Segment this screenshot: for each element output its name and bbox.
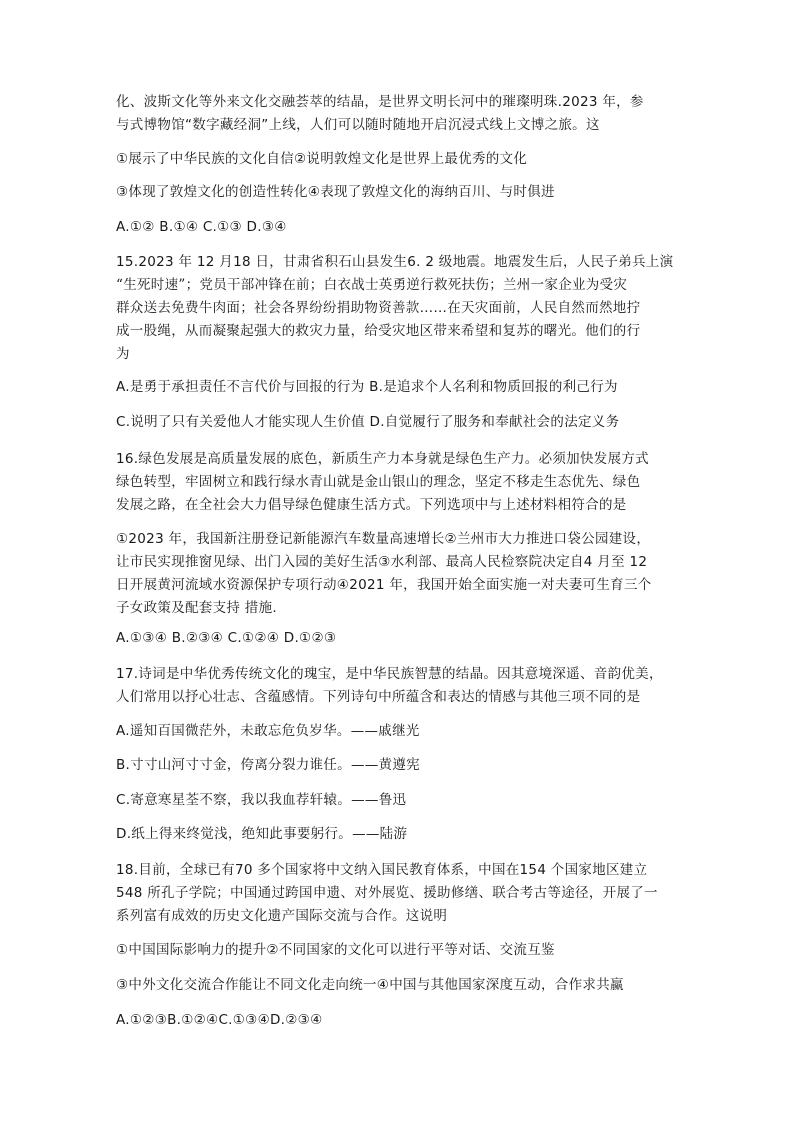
q15-stem-line-1: 15.2023 年 12 月18 日，甘肃省积石山县发生6. 2 级地震。地震发生后，人民子弟兵上演 <box>116 254 674 270</box>
q14-statements-1: ①展示了中华民族的文化自信②说明敦煌文化是世界上最优秀的文化 <box>116 151 528 167</box>
q17-option-d: D.纸上得来终觉浅，绝知此事要躬行。——陆游 <box>116 826 408 842</box>
q14-statements-2: ③体现了敦煌文化的创造性转化④表现了敦煌文化的海纳百川、与时俱进 <box>116 184 555 200</box>
q15-stem-line-3: 群众送去免费牛肉面；社会各界纷纷捐助物资善款……在天灾面前，人民自然而然地拧 <box>116 300 641 316</box>
q14-stem-line-1: 化、波斯文化等外来文化交融荟萃的结晶，是世界文明长河中的璀璨明珠.2023 年，参 <box>116 94 644 110</box>
q16-options: A.①③④ B.②③④ C.①②④ D.①②③ <box>116 630 337 646</box>
q16-stem-line-1: 16.绿色发展是高质量发展的底色，新质生产力本身就是绿色生产力。必须加快发展方式 <box>116 451 649 467</box>
q16-stem-line-3: 发展之路，在全社会大力倡导绿色健康生活方式。下列选项中与上述材料相符合的是 <box>116 497 627 513</box>
q16-statements-3: 日开展黄河流域水资源保护专项行动④2021 年，我国开始全面实施一对夫妻可生育三个 <box>116 577 652 593</box>
q17-option-a: A.遥知百国微茫外，未敢忘危负岁华。——戚继光 <box>116 723 420 739</box>
q16-statements-2: 让市民实现推窗见绿、出门入园的美好生活③水利部、最高人民检察院决定自4 月至 12 <box>116 554 648 570</box>
q16-stem-line-2: 绿色转型，牢固树立和践行绿水青山就是金山银山的理念，坚定不移走生态优先、绿色 <box>116 474 641 490</box>
q18-options: A.①②③B.①②④C.①③④D.②③④ <box>116 1012 323 1028</box>
q18-stem-line-2: 548 所孔子学院；中国通过跨国申遗、对外展览、援助修缮、联合考古等途径，开展了一 <box>116 885 658 901</box>
q18-statements-1: ①中国国际影响力的提升②不同国家的文化可以进行平等对话、交流互鉴 <box>116 942 555 958</box>
q17-option-b: B.寸寸山河寸寸金，侉离分裂力谁任。——黄遵宪 <box>116 757 420 773</box>
q14-stem-line-2: 与式博物馆“数字藏经洞”上线，人们可以随时随地开启沉浸式线上文博之旅。这 <box>116 117 600 133</box>
q16-statements-4: 子女政策及配套支持 措施. <box>116 600 277 616</box>
q17-stem-line-2: 人们常用以抒心壮志、含蕴感情。下列诗句中所蕴含和表达的情感与其他三项不同的是 <box>116 689 641 705</box>
q16-statements-1: ①2023 年，我国新注册登记新能源汽车数量高速增长②兰州市大力推进口袋公园建设， <box>116 531 651 547</box>
q17-stem-line-1: 17.诗词是中华优秀传统文化的瑰宝，是中华民族智慧的结晶。因其意境深遥、音韵优美， <box>116 666 663 682</box>
q15-options-ab: A.是勇于承担责任不言代价与回报的行为 B.是追求个人名利和物质回报的利己行为 <box>116 379 618 395</box>
q18-statements-2: ③中外文化交流合作能让不同文化走向统一④中国与其他国家深度互动，合作求共赢 <box>116 977 624 993</box>
q15-stem-line-5: 为 <box>116 346 130 362</box>
q18-stem-line-1: 18.目前，全球已有70 多个国家将中文纳入国民教育体系，中国在154 个国家地区建立 <box>116 862 648 878</box>
q14-options: A.①② B.①④ C.①③ D.③④ <box>116 219 287 235</box>
q15-stem-line-4: 成一股绳，从而凝聚起强大的救灾力量，给受灾地区带来希望和复苏的曙光。他们的行 <box>116 323 641 339</box>
q15-options-cd: C.说明了只有关爱他人才能实现人生价值 D.自觉履行了服务和奉献社会的法定义务 <box>116 414 620 430</box>
q15-stem-line-2: “生死时速”；党员干部冲锋在前；白衣战士英勇逆行救死扶伤；兰州一家企业为受灾 <box>116 277 628 293</box>
q17-option-c: C.寄意寒星荃不察，我以我血荐轩辕。——鲁迅 <box>116 792 407 808</box>
q18-stem-line-3: 系列富有成效的历史文化遗产国际交流与合作。这说明 <box>116 908 448 924</box>
